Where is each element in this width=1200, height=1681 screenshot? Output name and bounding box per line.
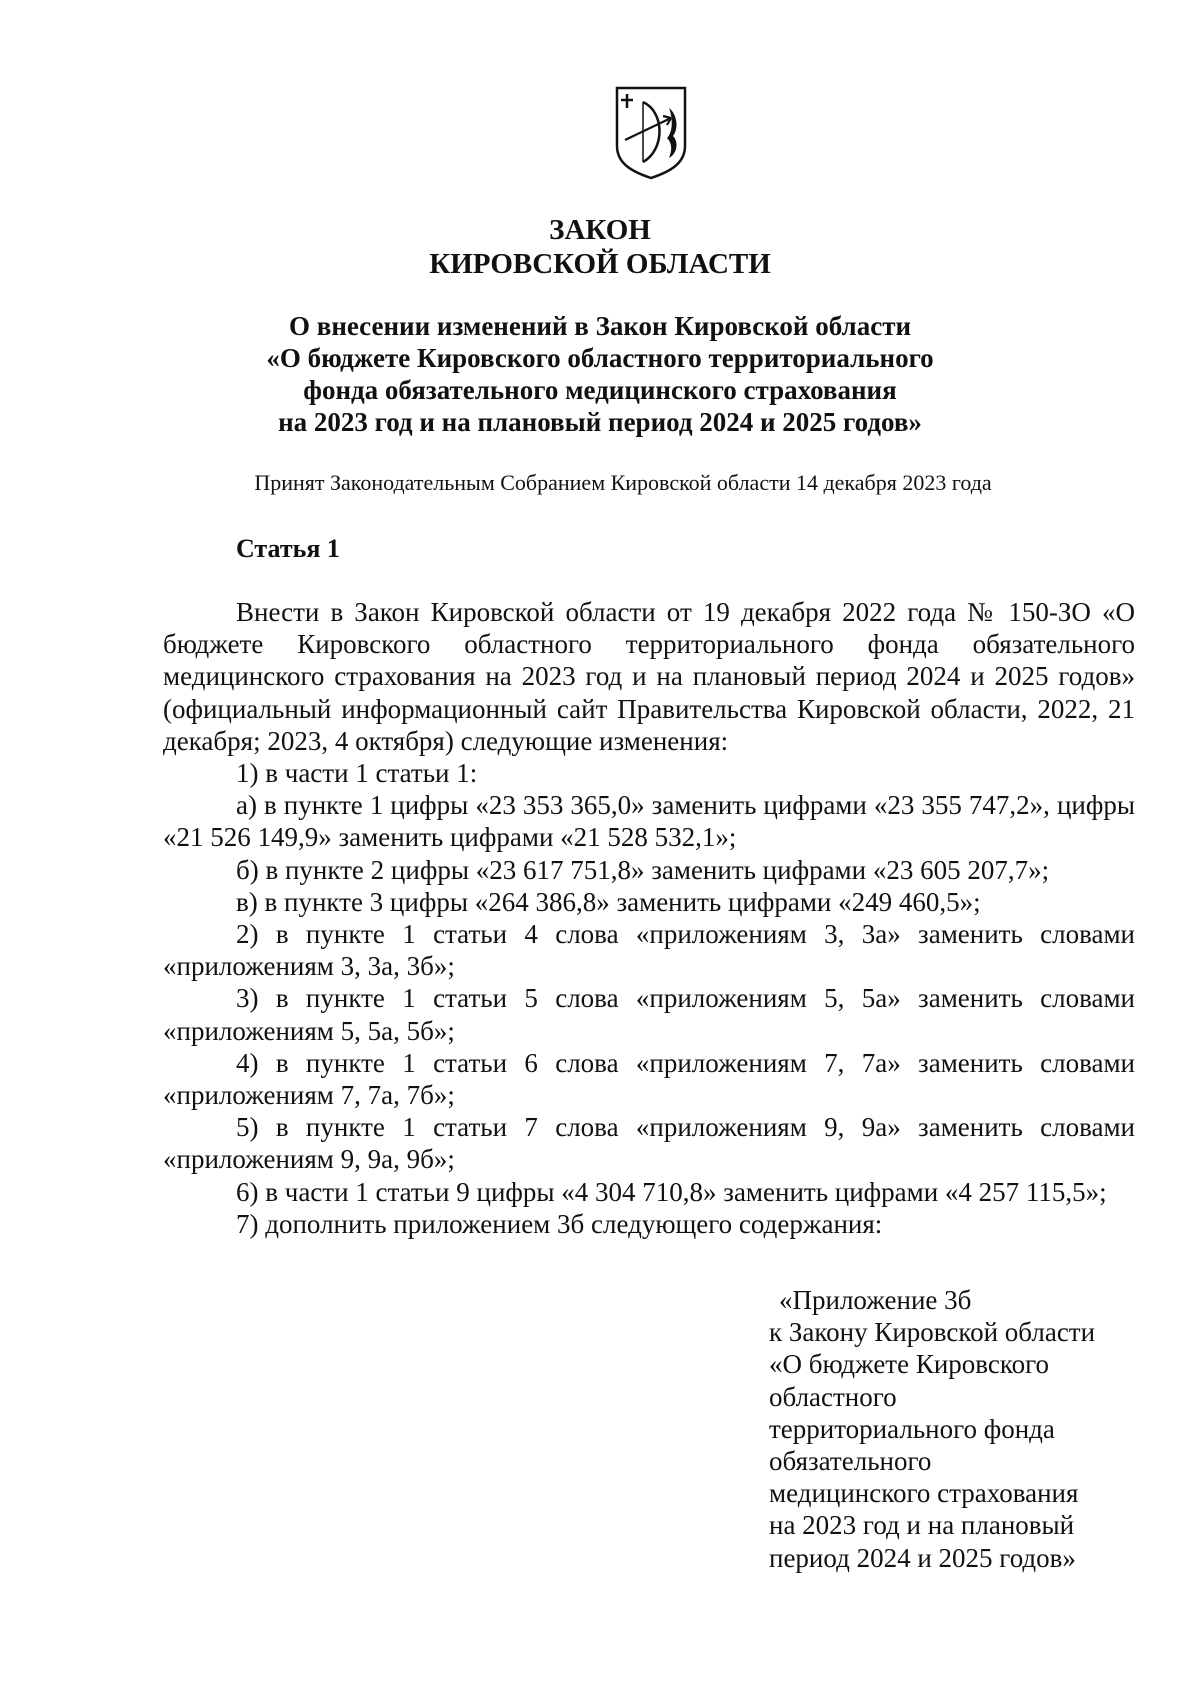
paragraph: 5) в пункте 1 статьи 7 слова «приложениям 9, 9а» заменить словами «приложениям 9, 9а, 9б»;: [163, 1112, 1135, 1175]
paragraph: 4) в пункте 1 статьи 6 слова «приложениям 7, 7а» заменить словами «приложениям 7, 7а, 7б»;: [163, 1047, 1135, 1111]
law-subtitle-line: «О бюджете Кировского областного территориального: [266, 343, 934, 373]
appendix-line: период 2024 и 2025 годов»: [769, 1542, 1076, 1573]
law-subtitle-line: на 2023 год и на плановый период 2024 и 2025 годов»: [278, 407, 922, 437]
appendix-line: «Приложение 3б: [779, 1285, 972, 1315]
law-subtitle-line: О внесении изменений в Закон Кировской области: [288, 311, 912, 341]
appendix-line: областного: [769, 1381, 897, 1412]
paragraph: 2) в пункте 1 статьи 4 слова «приложениям 3, 3а» заменить словами «приложениям 3, 3а, 3б»;: [163, 919, 1135, 982]
appendix-line: обязательного: [769, 1446, 932, 1477]
paragraph: 3) в пункте 1 статьи 5 слова «приложениям 5, 5а» заменить словами «приложениям 5, 5а, 5б»;: [163, 983, 1135, 1046]
paragraph: б) в пункте 2 цифры «23 617 751,8» заменить цифрами «23 605 207,7»;: [236, 854, 1050, 885]
law-region: КИРОВСКОЙ ОБЛАСТИ: [429, 248, 771, 280]
appendix-line: на 2023 год и на плановый: [769, 1510, 1075, 1541]
appendix-line: медицинского страхования: [769, 1478, 1079, 1509]
paragraph: 7) дополнить приложением 3б следующего содержания:: [236, 1208, 883, 1239]
article-body: [163, 596, 1135, 1240]
paragraph: Внести в Закон Кировской области от 19 декабря 2022 года № 150-ЗО «О бюджете Кировского областного территориального фонда обязательного медицинского страхования на 2023 год и на плановый период 2024 и 2025 годов» (официальный информационный сайт Правительства Кировской области, 2022, 21 декабря; 2023, 4 октября) следующие изменения:: [163, 597, 1135, 756]
appendix-line: к Закону Кировской области: [769, 1317, 1096, 1348]
law-subtitle-line: фонда обязательного медицинского страхования: [303, 375, 897, 405]
adoption-note: Принят Законодательным Собранием Кировской области 14 декабря 2023 года: [254, 470, 992, 495]
appendix-line: «О бюджете Кировского: [769, 1349, 1050, 1380]
coat-of-arms-icon: [613, 84, 689, 180]
paragraph: 6) в части 1 статьи 9 цифры «4 304 710,8» заменить цифрами «4 257 115,5»;: [236, 1176, 1107, 1207]
article-heading: Статья 1: [236, 534, 340, 563]
paragraph: 1) в части 1 статьи 1:: [236, 758, 478, 789]
paragraph: а) в пункте 1 цифры «23 353 365,0» заменить цифрами «23 355 747,2», цифры «21 526 149,9» заменить цифрами «21 528 532,1»;: [163, 790, 1135, 853]
paragraph: в) в пункте 3 цифры «264 386,8» заменить цифрами «249 460,5»;: [236, 886, 981, 917]
appendix-line: территориального фонда: [769, 1413, 1055, 1444]
appendix-caption: [769, 1284, 1149, 1574]
law-title: ЗАКОН: [549, 214, 651, 246]
